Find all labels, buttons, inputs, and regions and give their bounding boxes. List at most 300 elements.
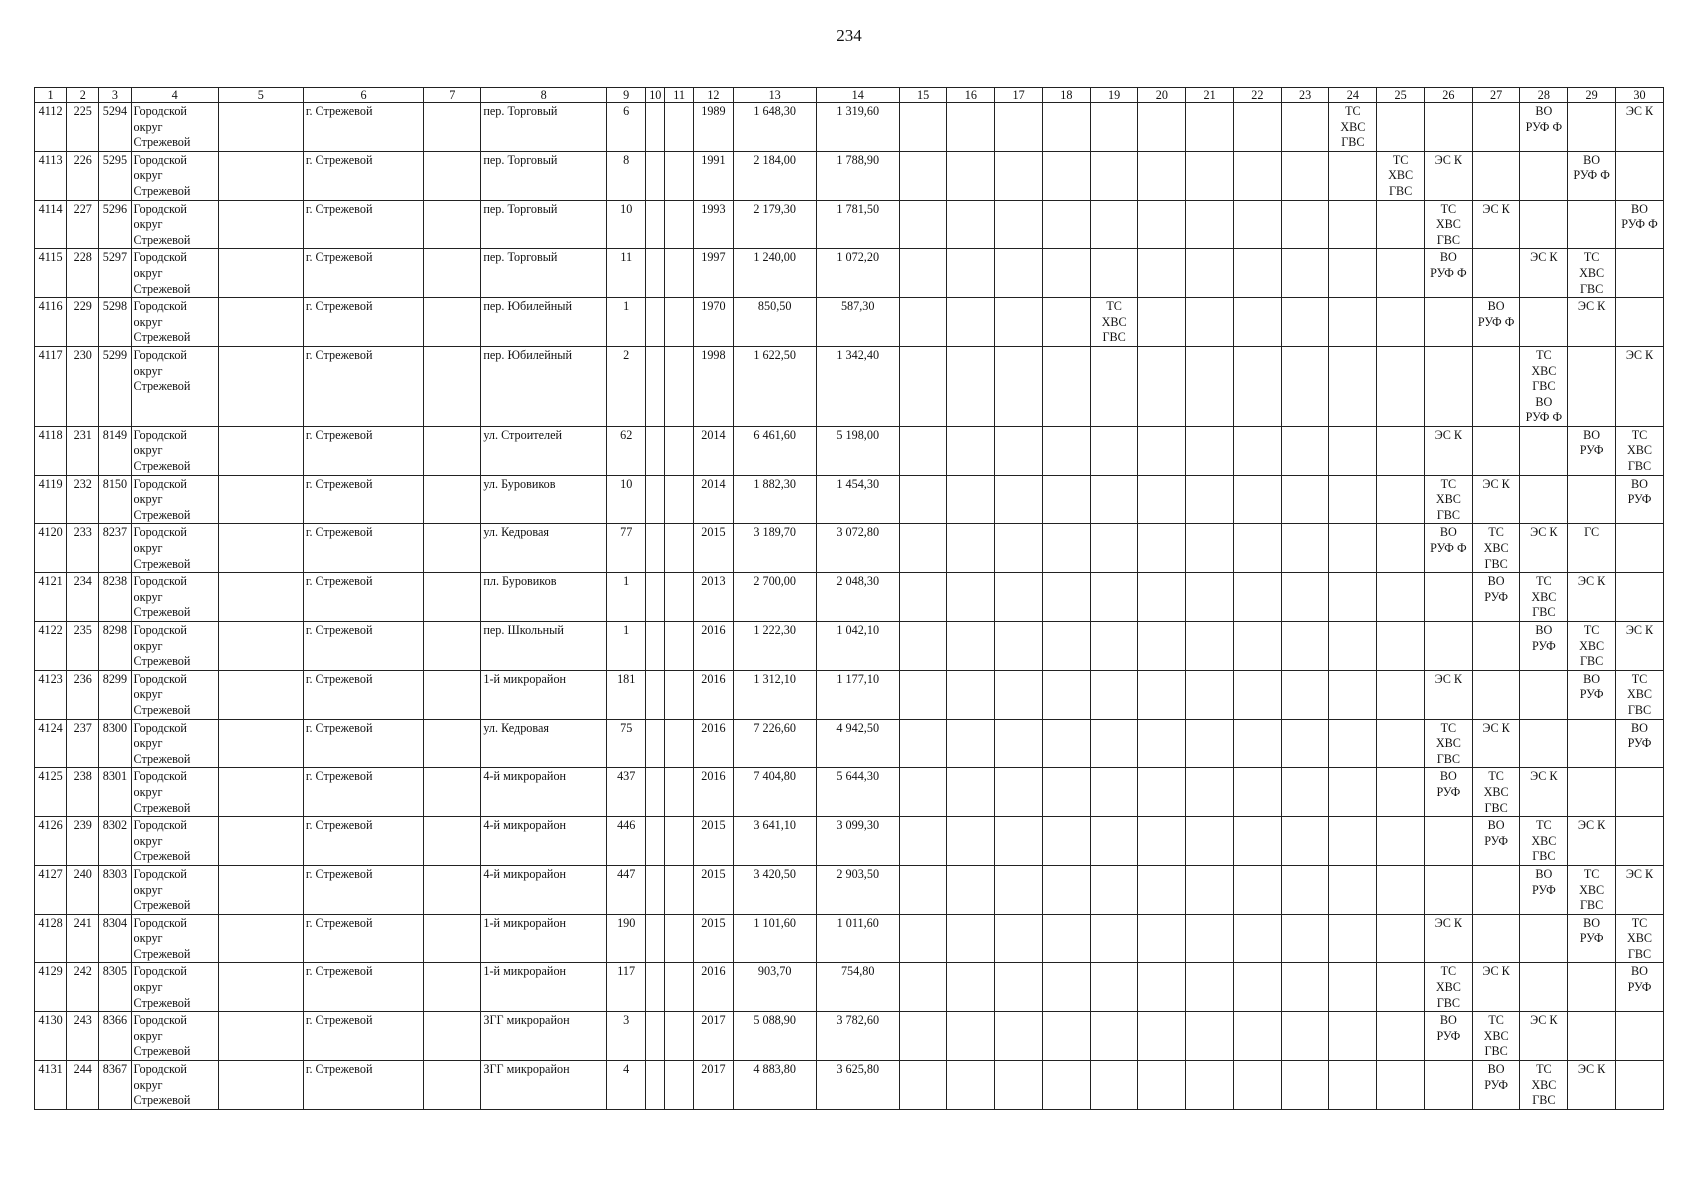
cell-work-col-17: [995, 298, 1043, 347]
cell-work-col-16: [947, 719, 995, 768]
cell-area-living: 5 198,00: [816, 426, 899, 475]
cell-work-col-19: [1090, 1061, 1138, 1110]
cell-col11: [665, 1061, 694, 1110]
cell-work-col-18: [1042, 865, 1090, 914]
cell-work-col-21: [1186, 670, 1234, 719]
cell-city: г. Стрежевой: [303, 346, 423, 426]
cell-house: 437: [606, 768, 645, 817]
cell-work-col-20: [1138, 103, 1186, 152]
cell-area-living: 5 644,30: [816, 768, 899, 817]
cell-col10: [646, 426, 665, 475]
cell-work-col-26: [1424, 1061, 1472, 1110]
cell-year: 2014: [694, 475, 733, 524]
cell-col5: [218, 346, 303, 426]
cell-work-col-28: ТС ХВС ГВС ВО РУФ Ф: [1520, 346, 1568, 426]
cell-work-col-27: [1472, 249, 1520, 298]
cell-work-col-19: [1090, 963, 1138, 1012]
cell-work-col-19: [1090, 573, 1138, 622]
cell-work-col-15: [899, 817, 947, 866]
cell-id: 227: [67, 200, 99, 249]
cell-municipality: Городской округ Стрежевой: [131, 622, 218, 671]
cell-city: г. Стрежевой: [303, 249, 423, 298]
cell-municipality: Городской округ Стрежевой: [131, 865, 218, 914]
cell-area-total: 903,70: [733, 963, 816, 1012]
cell-work-col-22: [1233, 200, 1281, 249]
cell-col5: [218, 817, 303, 866]
cell-work-col-17: [995, 622, 1043, 671]
cell-municipality: Городской округ Стрежевой: [131, 249, 218, 298]
cell-work-col-30: ВО РУФ: [1615, 963, 1663, 1012]
cell-n: 4128: [35, 914, 67, 963]
cell-work-col-16: [947, 1012, 995, 1061]
cell-work-col-17: [995, 719, 1043, 768]
table-row: [35, 622, 1664, 671]
cell-col10: [646, 1061, 665, 1110]
cell-work-col-15: [899, 1012, 947, 1061]
cell-work-col-26: ЭС К: [1424, 670, 1472, 719]
cell-street: 1-й микрорайон: [481, 963, 607, 1012]
cell-street: пер. Юбилейный: [481, 298, 607, 347]
table-row: [35, 914, 1664, 963]
cell-work-col-24: [1329, 914, 1377, 963]
cell-work-col-17: [995, 475, 1043, 524]
cell-work-col-23: [1281, 426, 1329, 475]
cell-house: 4: [606, 1061, 645, 1110]
cell-area-living: 1 342,40: [816, 346, 899, 426]
cell-work-col-15: [899, 475, 947, 524]
cell-work-col-27: ТС ХВС ГВС: [1472, 1012, 1520, 1061]
cell-col7: [424, 1061, 481, 1110]
cell-work-col-18: [1042, 249, 1090, 298]
cell-work-col-26: [1424, 298, 1472, 347]
cell-code: 8305: [99, 963, 131, 1012]
cell-work-col-22: [1233, 249, 1281, 298]
column-header-22: 22: [1233, 88, 1281, 103]
cell-col11: [665, 475, 694, 524]
cell-col7: [424, 151, 481, 200]
cell-work-col-16: [947, 865, 995, 914]
column-header-11: 11: [665, 88, 694, 103]
cell-work-col-25: [1377, 865, 1425, 914]
cell-work-col-20: [1138, 426, 1186, 475]
cell-work-col-21: [1186, 914, 1234, 963]
cell-work-col-27: ЭС К: [1472, 475, 1520, 524]
cell-id: 237: [67, 719, 99, 768]
cell-street: пер. Школьный: [481, 622, 607, 671]
cell-work-col-30: [1615, 1012, 1663, 1061]
cell-city: г. Стрежевой: [303, 963, 423, 1012]
cell-col7: [424, 103, 481, 152]
cell-work-col-21: [1186, 524, 1234, 573]
cell-work-col-16: [947, 346, 995, 426]
cell-area-total: 3 420,50: [733, 865, 816, 914]
cell-work-col-28: [1520, 475, 1568, 524]
cell-col7: [424, 670, 481, 719]
cell-work-col-15: [899, 963, 947, 1012]
column-header-5: 5: [218, 88, 303, 103]
cell-work-col-23: [1281, 1061, 1329, 1110]
cell-work-col-22: [1233, 573, 1281, 622]
cell-work-col-29: [1568, 346, 1616, 426]
cell-work-col-26: [1424, 817, 1472, 866]
cell-col5: [218, 768, 303, 817]
cell-code: 8299: [99, 670, 131, 719]
cell-area-total: 850,50: [733, 298, 816, 347]
cell-id: 238: [67, 768, 99, 817]
cell-work-col-21: [1186, 1012, 1234, 1061]
column-header-12: 12: [694, 88, 733, 103]
column-header-30: 30: [1615, 88, 1663, 103]
cell-municipality: Городской округ Стрежевой: [131, 475, 218, 524]
cell-work-col-30: ТС ХВС ГВС: [1615, 670, 1663, 719]
cell-work-col-22: [1233, 298, 1281, 347]
cell-work-col-24: [1329, 865, 1377, 914]
cell-municipality: Городской округ Стрежевой: [131, 200, 218, 249]
column-header-4: 4: [131, 88, 218, 103]
cell-work-col-29: ЭС К: [1568, 817, 1616, 866]
cell-work-col-26: ЭС К: [1424, 914, 1472, 963]
cell-work-col-23: [1281, 817, 1329, 866]
cell-work-col-27: ЭС К: [1472, 719, 1520, 768]
cell-code: 5295: [99, 151, 131, 200]
cell-col10: [646, 963, 665, 1012]
cell-work-col-27: ВО РУФ Ф: [1472, 298, 1520, 347]
cell-work-col-16: [947, 200, 995, 249]
cell-col7: [424, 963, 481, 1012]
cell-work-col-20: [1138, 914, 1186, 963]
table-row: [35, 1012, 1664, 1061]
cell-code: 8366: [99, 1012, 131, 1061]
column-header-27: 27: [1472, 88, 1520, 103]
cell-col5: [218, 426, 303, 475]
cell-work-col-17: [995, 346, 1043, 426]
cell-work-col-22: [1233, 865, 1281, 914]
cell-year: 1997: [694, 249, 733, 298]
cell-code: 5297: [99, 249, 131, 298]
cell-house: 75: [606, 719, 645, 768]
cell-work-col-30: [1615, 817, 1663, 866]
cell-city: г. Стрежевой: [303, 524, 423, 573]
cell-year: 2015: [694, 524, 733, 573]
cell-work-col-22: [1233, 1061, 1281, 1110]
table-row: [35, 475, 1664, 524]
cell-col10: [646, 914, 665, 963]
cell-id: 228: [67, 249, 99, 298]
cell-work-col-16: [947, 1061, 995, 1110]
cell-city: г. Стрежевой: [303, 573, 423, 622]
column-number-header-row: [35, 88, 1664, 103]
cell-work-col-29: [1568, 1012, 1616, 1061]
cell-work-col-22: [1233, 963, 1281, 1012]
cell-n: 4122: [35, 622, 67, 671]
cell-col7: [424, 622, 481, 671]
cell-work-col-18: [1042, 200, 1090, 249]
cell-work-col-21: [1186, 1061, 1234, 1110]
cell-area-total: 2 179,30: [733, 200, 816, 249]
cell-work-col-20: [1138, 817, 1186, 866]
cell-col5: [218, 200, 303, 249]
cell-work-col-23: [1281, 622, 1329, 671]
table-row: [35, 963, 1664, 1012]
cell-id: 243: [67, 1012, 99, 1061]
cell-work-col-17: [995, 103, 1043, 152]
cell-work-col-16: [947, 103, 995, 152]
cell-municipality: Городской округ Стрежевой: [131, 426, 218, 475]
cell-work-col-22: [1233, 151, 1281, 200]
cell-work-col-26: ЭС К: [1424, 151, 1472, 200]
cell-work-col-28: [1520, 151, 1568, 200]
cell-work-col-20: [1138, 719, 1186, 768]
cell-n: 4112: [35, 103, 67, 152]
cell-id: 239: [67, 817, 99, 866]
cell-work-col-30: ТС ХВС ГВС: [1615, 426, 1663, 475]
cell-n: 4124: [35, 719, 67, 768]
cell-work-col-23: [1281, 914, 1329, 963]
cell-year: 2017: [694, 1061, 733, 1110]
cell-n: 4123: [35, 670, 67, 719]
cell-year: 2015: [694, 865, 733, 914]
cell-col5: [218, 865, 303, 914]
column-header-8: 8: [481, 88, 607, 103]
cell-area-living: 587,30: [816, 298, 899, 347]
cell-year: 2016: [694, 963, 733, 1012]
cell-work-col-20: [1138, 298, 1186, 347]
cell-street: пл. Буровиков: [481, 573, 607, 622]
cell-work-col-27: ТС ХВС ГВС: [1472, 768, 1520, 817]
cell-work-col-16: [947, 573, 995, 622]
cell-work-col-22: [1233, 768, 1281, 817]
cell-col11: [665, 914, 694, 963]
cell-col7: [424, 914, 481, 963]
cell-street: ул. Строителей: [481, 426, 607, 475]
cell-work-col-28: ЭС К: [1520, 524, 1568, 573]
cell-house: 1: [606, 573, 645, 622]
cell-year: 2013: [694, 573, 733, 622]
cell-street: пер. Юбилейный: [481, 346, 607, 426]
cell-col5: [218, 151, 303, 200]
cell-work-col-24: [1329, 670, 1377, 719]
cell-work-col-15: [899, 914, 947, 963]
cell-work-col-17: [995, 249, 1043, 298]
column-header-23: 23: [1281, 88, 1329, 103]
cell-col11: [665, 298, 694, 347]
cell-work-col-27: [1472, 103, 1520, 152]
cell-n: 4119: [35, 475, 67, 524]
cell-work-col-15: [899, 768, 947, 817]
cell-work-col-20: [1138, 249, 1186, 298]
cell-area-total: 7 404,80: [733, 768, 816, 817]
registry-table: [34, 87, 1664, 1110]
cell-house: 62: [606, 426, 645, 475]
cell-area-living: 1 788,90: [816, 151, 899, 200]
cell-work-col-30: [1615, 151, 1663, 200]
cell-work-col-24: [1329, 817, 1377, 866]
cell-area-living: 1 011,60: [816, 914, 899, 963]
cell-area-total: 3 189,70: [733, 524, 816, 573]
cell-work-col-30: ЭС К: [1615, 622, 1663, 671]
cell-work-col-17: [995, 1012, 1043, 1061]
cell-work-col-27: ЭС К: [1472, 200, 1520, 249]
column-header-3: 3: [99, 88, 131, 103]
cell-work-col-30: ВО РУФ: [1615, 475, 1663, 524]
cell-n: 4125: [35, 768, 67, 817]
cell-work-col-18: [1042, 622, 1090, 671]
cell-n: 4117: [35, 346, 67, 426]
cell-work-col-17: [995, 914, 1043, 963]
cell-col7: [424, 200, 481, 249]
page-number: 234: [836, 26, 862, 45]
cell-work-col-28: [1520, 719, 1568, 768]
cell-work-col-21: [1186, 573, 1234, 622]
cell-house: 6: [606, 103, 645, 152]
cell-work-col-16: [947, 768, 995, 817]
cell-work-col-16: [947, 914, 995, 963]
cell-work-col-18: [1042, 719, 1090, 768]
table-row: [35, 573, 1664, 622]
cell-work-col-30: ЭС К: [1615, 865, 1663, 914]
cell-col10: [646, 768, 665, 817]
cell-street: 4-й микрорайон: [481, 817, 607, 866]
cell-work-col-15: [899, 1061, 947, 1110]
cell-col10: [646, 670, 665, 719]
cell-area-living: 1 781,50: [816, 200, 899, 249]
cell-year: 2016: [694, 670, 733, 719]
cell-work-col-24: [1329, 249, 1377, 298]
cell-col11: [665, 768, 694, 817]
cell-work-col-19: [1090, 622, 1138, 671]
cell-code: 8304: [99, 914, 131, 963]
cell-street: ул. Кедровая: [481, 524, 607, 573]
cell-work-col-21: [1186, 346, 1234, 426]
cell-work-col-27: [1472, 865, 1520, 914]
cell-work-col-15: [899, 524, 947, 573]
cell-city: г. Стрежевой: [303, 622, 423, 671]
cell-work-col-22: [1233, 1012, 1281, 1061]
cell-col11: [665, 200, 694, 249]
cell-work-col-15: [899, 200, 947, 249]
cell-area-total: 1 222,30: [733, 622, 816, 671]
cell-work-col-16: [947, 249, 995, 298]
cell-work-col-28: ЭС К: [1520, 1012, 1568, 1061]
cell-work-col-20: [1138, 475, 1186, 524]
cell-col5: [218, 475, 303, 524]
cell-city: г. Стрежевой: [303, 670, 423, 719]
cell-col11: [665, 426, 694, 475]
cell-city: г. Стрежевой: [303, 719, 423, 768]
cell-work-col-24: [1329, 1012, 1377, 1061]
cell-work-col-23: [1281, 719, 1329, 768]
cell-col5: [218, 963, 303, 1012]
cell-work-col-15: [899, 865, 947, 914]
cell-col5: [218, 298, 303, 347]
cell-work-col-25: [1377, 1012, 1425, 1061]
cell-work-col-15: [899, 103, 947, 152]
cell-area-living: 754,80: [816, 963, 899, 1012]
cell-year: 2014: [694, 426, 733, 475]
cell-id: 240: [67, 865, 99, 914]
cell-work-col-29: ЭС К: [1568, 1061, 1616, 1110]
cell-work-col-23: [1281, 768, 1329, 817]
cell-work-col-29: [1568, 719, 1616, 768]
cell-work-col-23: [1281, 1012, 1329, 1061]
cell-col11: [665, 346, 694, 426]
cell-area-total: 4 883,80: [733, 1061, 816, 1110]
cell-work-col-25: [1377, 963, 1425, 1012]
cell-n: 4120: [35, 524, 67, 573]
cell-work-col-28: [1520, 963, 1568, 1012]
cell-work-col-19: [1090, 426, 1138, 475]
cell-house: 10: [606, 200, 645, 249]
cell-work-col-21: [1186, 103, 1234, 152]
cell-municipality: Городской округ Стрежевой: [131, 103, 218, 152]
cell-work-col-20: [1138, 200, 1186, 249]
cell-col11: [665, 573, 694, 622]
cell-work-col-16: [947, 298, 995, 347]
cell-area-living: 3 099,30: [816, 817, 899, 866]
cell-house: 1: [606, 298, 645, 347]
cell-id: 225: [67, 103, 99, 152]
cell-year: 1970: [694, 298, 733, 347]
cell-work-col-25: ТС ХВС ГВС: [1377, 151, 1425, 200]
cell-col10: [646, 346, 665, 426]
cell-code: 5296: [99, 200, 131, 249]
cell-work-col-17: [995, 865, 1043, 914]
cell-municipality: Городской округ Стрежевой: [131, 1012, 218, 1061]
cell-municipality: Городской округ Стрежевой: [131, 1061, 218, 1110]
cell-work-col-21: [1186, 249, 1234, 298]
cell-col7: [424, 768, 481, 817]
cell-work-col-15: [899, 426, 947, 475]
cell-work-col-22: [1233, 622, 1281, 671]
cell-id: 236: [67, 670, 99, 719]
cell-col7: [424, 475, 481, 524]
cell-n: 4118: [35, 426, 67, 475]
cell-work-col-24: [1329, 573, 1377, 622]
cell-work-col-15: [899, 719, 947, 768]
cell-work-col-25: [1377, 1061, 1425, 1110]
column-header-19: 19: [1090, 88, 1138, 103]
cell-work-col-18: [1042, 963, 1090, 1012]
cell-municipality: Городской округ Стрежевой: [131, 298, 218, 347]
cell-municipality: Городской округ Стрежевой: [131, 963, 218, 1012]
cell-work-col-22: [1233, 719, 1281, 768]
cell-work-col-15: [899, 670, 947, 719]
cell-work-col-21: [1186, 865, 1234, 914]
cell-work-col-17: [995, 963, 1043, 1012]
cell-col5: [218, 573, 303, 622]
cell-work-col-23: [1281, 298, 1329, 347]
table-row: [35, 426, 1664, 475]
cell-work-col-23: [1281, 573, 1329, 622]
cell-house: 117: [606, 963, 645, 1012]
cell-area-living: 1 319,60: [816, 103, 899, 152]
cell-code: 8149: [99, 426, 131, 475]
column-header-28: 28: [1520, 88, 1568, 103]
cell-work-col-15: [899, 346, 947, 426]
cell-work-col-18: [1042, 817, 1090, 866]
cell-n: 4129: [35, 963, 67, 1012]
cell-work-col-26: [1424, 622, 1472, 671]
cell-work-col-29: ТС ХВС ГВС: [1568, 865, 1616, 914]
cell-city: г. Стрежевой: [303, 426, 423, 475]
cell-work-col-27: ТС ХВС ГВС: [1472, 524, 1520, 573]
cell-area-living: 3 625,80: [816, 1061, 899, 1110]
cell-work-col-19: [1090, 200, 1138, 249]
cell-work-col-24: [1329, 298, 1377, 347]
column-header-20: 20: [1138, 88, 1186, 103]
cell-house: 181: [606, 670, 645, 719]
cell-street: 1-й микрорайон: [481, 914, 607, 963]
